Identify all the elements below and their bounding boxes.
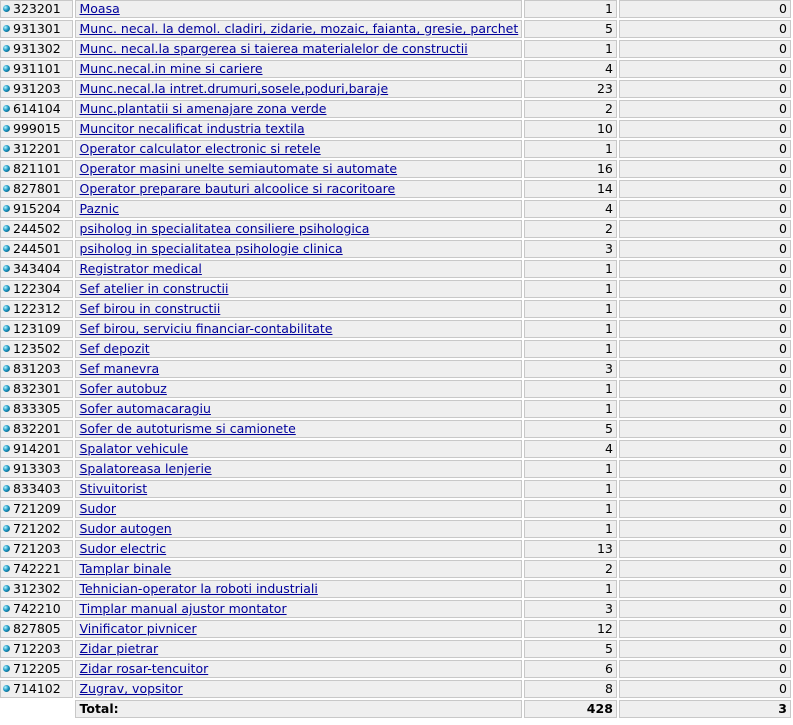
code-cell: [0, 620, 73, 638]
table-row: [0, 420, 791, 438]
job-link[interactable]: psiholog in specialitatea psihologie clinica: [79, 241, 343, 256]
bullet-icon: [3, 625, 10, 632]
job-code: 122304: [13, 281, 61, 296]
bullet-icon: [3, 645, 10, 652]
name-cell: [75, 160, 522, 178]
table-row: [0, 380, 791, 398]
bullet-icon: [3, 265, 10, 272]
table-row: [0, 40, 791, 58]
job-code: 931301: [13, 21, 61, 36]
bullet-icon: [3, 425, 10, 432]
job-code: 714102: [13, 681, 61, 696]
other-cell: 0: [619, 120, 791, 138]
bullet-icon: [3, 465, 10, 472]
code-cell: [0, 280, 73, 298]
job-link[interactable]: Spalator vehicule: [79, 441, 189, 456]
total-row: [0, 700, 791, 718]
job-code: 833403: [13, 481, 61, 496]
job-link[interactable]: Sef manevra: [79, 361, 160, 376]
job-code: 721203: [13, 541, 61, 556]
job-link[interactable]: Registrator medical: [79, 261, 202, 276]
code-cell: [0, 140, 73, 158]
job-code: 721209: [13, 501, 61, 516]
job-link[interactable]: Sudor electric: [79, 541, 167, 556]
count-cell: 2: [524, 100, 617, 118]
name-cell: [75, 640, 522, 658]
job-link[interactable]: Timplar manual ajustor montator: [79, 601, 287, 616]
count-cell: 3: [524, 600, 617, 618]
other-cell: 0: [619, 460, 791, 478]
other-cell: 0: [619, 440, 791, 458]
job-code: 931302: [13, 41, 61, 56]
count-cell: 1: [524, 520, 617, 538]
code-cell: [0, 340, 73, 358]
other-cell: 0: [619, 500, 791, 518]
bullet-icon: [3, 125, 10, 132]
job-link[interactable]: Operator calculator electronic si retele: [79, 141, 321, 156]
name-cell: [75, 620, 522, 638]
bullet-icon: [3, 245, 10, 252]
table-row: [0, 220, 791, 238]
code-cell: [0, 400, 73, 418]
name-cell: [75, 80, 522, 98]
job-code: 833305: [13, 401, 61, 416]
bullet-icon: [3, 25, 10, 32]
bullet-icon: [3, 665, 10, 672]
bullet-icon: [3, 5, 10, 12]
bullet-icon: [3, 525, 10, 532]
job-link[interactable]: Paznic: [79, 201, 119, 216]
job-code: 827805: [13, 621, 61, 636]
table-row: [0, 500, 791, 518]
job-code: 244501: [13, 241, 61, 256]
code-cell: [0, 40, 73, 58]
other-cell: 0: [619, 680, 791, 698]
table-row: [0, 340, 791, 358]
job-link[interactable]: Sudor autogen: [79, 521, 172, 536]
name-cell: [75, 280, 522, 298]
table-row: [0, 160, 791, 178]
table-row: [0, 480, 791, 498]
name-cell: [75, 40, 522, 58]
count-cell: 1: [524, 300, 617, 318]
code-cell: [0, 120, 73, 138]
table-row: [0, 80, 791, 98]
count-cell: 2: [524, 220, 617, 238]
count-cell: 5: [524, 20, 617, 38]
job-link[interactable]: Sef birou in constructii: [79, 301, 221, 316]
count-cell: 5: [524, 420, 617, 438]
name-cell: [75, 220, 522, 238]
name-cell: [75, 660, 522, 678]
count-cell: 3: [524, 240, 617, 258]
job-code: 123109: [13, 321, 61, 336]
bullet-icon: [3, 405, 10, 412]
job-link[interactable]: Tehnician-operator la roboti industriali: [79, 581, 318, 596]
count-cell: 1: [524, 260, 617, 278]
code-cell: [0, 360, 73, 378]
name-cell: [75, 460, 522, 478]
job-link[interactable]: Zidar pietrar: [79, 641, 159, 656]
other-cell: 0: [619, 580, 791, 598]
name-cell: [75, 360, 522, 378]
other-cell: 0: [619, 160, 791, 178]
code-cell: [0, 180, 73, 198]
other-cell: 0: [619, 640, 791, 658]
name-cell: [75, 560, 522, 578]
count-cell: 1: [524, 280, 617, 298]
count-cell: 1: [524, 480, 617, 498]
bullet-icon: [3, 225, 10, 232]
count-cell: 1: [524, 400, 617, 418]
name-cell: [75, 420, 522, 438]
count-cell: 1: [524, 380, 617, 398]
name-cell: [75, 440, 522, 458]
count-cell: 3: [524, 360, 617, 378]
table-row: [0, 140, 791, 158]
job-code: 712203: [13, 641, 61, 656]
bullet-icon: [3, 485, 10, 492]
name-cell: [75, 240, 522, 258]
name-cell: [75, 140, 522, 158]
job-link[interactable]: Munc.plantatii si amenajare zona verde: [79, 101, 327, 116]
count-cell: 1: [524, 320, 617, 338]
other-cell: 0: [619, 660, 791, 678]
job-link[interactable]: Operator preparare bauturi alcoolice si racoritoare: [79, 181, 396, 196]
table-row: [0, 540, 791, 558]
count-cell: 1: [524, 140, 617, 158]
name-cell: [75, 320, 522, 338]
bullet-icon: [3, 305, 10, 312]
code-cell: [0, 600, 73, 618]
table-row: [0, 460, 791, 478]
count-cell: 4: [524, 440, 617, 458]
name-cell: [75, 540, 522, 558]
other-cell: 0: [619, 200, 791, 218]
count-cell: 23: [524, 80, 617, 98]
job-code: 821101: [13, 161, 61, 176]
table-row: [0, 0, 791, 18]
job-code: 323201: [13, 1, 61, 16]
bullet-icon: [3, 605, 10, 612]
name-cell: [75, 20, 522, 38]
table-row: [0, 280, 791, 298]
name-cell: [75, 0, 522, 18]
job-link[interactable]: Zidar rosar-tencuitor: [79, 661, 209, 676]
job-code: 913303: [13, 461, 61, 476]
total-other: 3: [619, 700, 791, 718]
bullet-icon: [3, 685, 10, 692]
other-cell: 0: [619, 400, 791, 418]
job-link[interactable]: Sef atelier in constructii: [79, 281, 229, 296]
name-cell: [75, 380, 522, 398]
bullet-icon: [3, 165, 10, 172]
table-row: [0, 20, 791, 38]
job-link[interactable]: Sofer autobuz: [79, 381, 167, 396]
bullet-icon: [3, 505, 10, 512]
count-cell: 10: [524, 120, 617, 138]
count-cell: 13: [524, 540, 617, 558]
code-cell: [0, 580, 73, 598]
bullet-icon: [3, 385, 10, 392]
count-cell: 1: [524, 0, 617, 18]
count-cell: 2: [524, 560, 617, 578]
other-cell: 0: [619, 420, 791, 438]
job-code: 343404: [13, 261, 61, 276]
job-code: 614104: [13, 101, 61, 116]
job-code: 244502: [13, 221, 61, 236]
other-cell: 0: [619, 320, 791, 338]
code-cell: [0, 200, 73, 218]
job-link[interactable]: Spalatoreasa lenjerie: [79, 461, 212, 476]
code-cell: [0, 300, 73, 318]
count-cell: 12: [524, 620, 617, 638]
bullet-icon: [3, 105, 10, 112]
other-cell: 0: [619, 100, 791, 118]
code-cell: [0, 320, 73, 338]
other-cell: 0: [619, 240, 791, 258]
name-cell: [75, 500, 522, 518]
total-label: Total:: [75, 700, 522, 718]
job-code: 915204: [13, 201, 61, 216]
job-link[interactable]: Munc.necal.in mine si cariere: [79, 61, 263, 76]
job-code: 931203: [13, 81, 61, 96]
job-link[interactable]: Munc.necal.la intret.drumuri,sosele,poduri,baraje: [79, 81, 389, 96]
code-cell: [0, 380, 73, 398]
code-cell: [0, 80, 73, 98]
table-row: [0, 620, 791, 638]
job-code: 999015: [13, 121, 61, 136]
table-row: [0, 660, 791, 678]
name-cell: [75, 580, 522, 598]
table-row: [0, 560, 791, 578]
name-cell: [75, 100, 522, 118]
code-cell: [0, 480, 73, 498]
code-cell: [0, 500, 73, 518]
table-row: [0, 680, 791, 698]
other-cell: 0: [619, 180, 791, 198]
job-code: 123502: [13, 341, 61, 356]
total-blank-cell: [0, 700, 73, 718]
bullet-icon: [3, 285, 10, 292]
table-row: [0, 360, 791, 378]
code-cell: [0, 680, 73, 698]
table-row: [0, 60, 791, 78]
job-link[interactable]: Munc. necal. la demol. cladiri, zidarie, mozaic, faianta, gresie, parchet: [79, 21, 519, 36]
table-row: [0, 120, 791, 138]
code-cell: [0, 220, 73, 238]
name-cell: [75, 400, 522, 418]
other-cell: 0: [619, 380, 791, 398]
count-cell: 4: [524, 60, 617, 78]
code-cell: [0, 0, 73, 18]
name-cell: [75, 60, 522, 78]
other-cell: 0: [619, 220, 791, 238]
bullet-icon: [3, 65, 10, 72]
table-row: [0, 600, 791, 618]
bullet-icon: [3, 445, 10, 452]
count-cell: 8: [524, 680, 617, 698]
job-link[interactable]: Moasa: [79, 1, 120, 16]
bullet-icon: [3, 345, 10, 352]
job-code: 832301: [13, 381, 61, 396]
count-cell: 1: [524, 340, 617, 358]
other-cell: 0: [619, 20, 791, 38]
table-row: [0, 300, 791, 318]
table-row: [0, 580, 791, 598]
code-cell: [0, 420, 73, 438]
job-code: 122312: [13, 301, 61, 316]
name-cell: [75, 520, 522, 538]
job-link[interactable]: Tamplar binale: [79, 561, 172, 576]
other-cell: 0: [619, 360, 791, 378]
job-code: 742221: [13, 561, 61, 576]
other-cell: 0: [619, 560, 791, 578]
name-cell: [75, 480, 522, 498]
bullet-icon: [3, 545, 10, 552]
table-row: [0, 320, 791, 338]
job-link[interactable]: Muncitor necalificat industria textila: [79, 121, 305, 136]
job-link[interactable]: Sef depozit: [79, 341, 150, 356]
table-row: [0, 640, 791, 658]
job-link[interactable]: Sef birou, serviciu financiar-contabilitate: [79, 321, 333, 336]
name-cell: [75, 680, 522, 698]
code-cell: [0, 460, 73, 478]
code-cell: [0, 440, 73, 458]
job-link[interactable]: Munc. necal.la spargerea si taierea materialelor de constructii: [79, 41, 468, 56]
code-cell: [0, 240, 73, 258]
code-cell: [0, 160, 73, 178]
bullet-icon: [3, 365, 10, 372]
name-cell: [75, 260, 522, 278]
name-cell: [75, 120, 522, 138]
count-cell: 1: [524, 500, 617, 518]
other-cell: 0: [619, 80, 791, 98]
job-link[interactable]: Sudor: [79, 501, 117, 516]
name-cell: [75, 340, 522, 358]
name-cell: [75, 600, 522, 618]
table-row: [0, 240, 791, 258]
name-cell: [75, 180, 522, 198]
other-cell: 0: [619, 300, 791, 318]
code-cell: [0, 60, 73, 78]
count-cell: 1: [524, 580, 617, 598]
job-code: 831203: [13, 361, 61, 376]
count-cell: 6: [524, 660, 617, 678]
bullet-icon: [3, 205, 10, 212]
code-cell: [0, 660, 73, 678]
other-cell: 0: [619, 260, 791, 278]
other-cell: 0: [619, 40, 791, 58]
bullet-icon: [3, 325, 10, 332]
job-link[interactable]: Zugrav, vopsitor: [79, 681, 183, 696]
bullet-icon: [3, 185, 10, 192]
other-cell: 0: [619, 60, 791, 78]
other-cell: 0: [619, 140, 791, 158]
bullet-icon: [3, 85, 10, 92]
code-cell: [0, 520, 73, 538]
job-link[interactable]: Vinificator pivnicer: [79, 621, 197, 636]
job-link[interactable]: psiholog in specialitatea consiliere psihologica: [79, 221, 370, 236]
other-cell: 0: [619, 280, 791, 298]
job-link[interactable]: Sofer de autoturisme si camionete: [79, 421, 296, 436]
other-cell: 0: [619, 520, 791, 538]
name-cell: [75, 200, 522, 218]
other-cell: 0: [619, 620, 791, 638]
job-code: 914201: [13, 441, 61, 456]
job-code: 712205: [13, 661, 61, 676]
code-cell: [0, 260, 73, 278]
other-cell: 0: [619, 340, 791, 358]
count-cell: 5: [524, 640, 617, 658]
count-cell: 4: [524, 200, 617, 218]
bullet-icon: [3, 565, 10, 572]
job-link[interactable]: Sofer automacaragiu: [79, 401, 211, 416]
table-row: [0, 100, 791, 118]
job-code: 742210: [13, 601, 61, 616]
bullet-icon: [3, 45, 10, 52]
other-cell: 0: [619, 0, 791, 18]
job-code: 931101: [13, 61, 61, 76]
other-cell: 0: [619, 600, 791, 618]
bullet-icon: [3, 145, 10, 152]
code-cell: [0, 20, 73, 38]
job-code: 312302: [13, 581, 61, 596]
table-row: [0, 180, 791, 198]
job-code: 721202: [13, 521, 61, 536]
job-link[interactable]: Operator masini unelte semiautomate si automate: [79, 161, 398, 176]
job-link[interactable]: Stivuitorist: [79, 481, 148, 496]
job-code: 827801: [13, 181, 61, 196]
table-row: [0, 520, 791, 538]
table-row: [0, 440, 791, 458]
code-cell: [0, 540, 73, 558]
code-cell: [0, 560, 73, 578]
table-row: [0, 200, 791, 218]
count-cell: 1: [524, 40, 617, 58]
total-count: 428: [524, 700, 617, 718]
bullet-icon: [3, 585, 10, 592]
table-row: [0, 260, 791, 278]
name-cell: [75, 300, 522, 318]
count-cell: 1: [524, 460, 617, 478]
table-row: [0, 400, 791, 418]
other-cell: 0: [619, 540, 791, 558]
count-cell: 16: [524, 160, 617, 178]
code-cell: [0, 640, 73, 658]
job-code: 312201: [13, 141, 61, 156]
other-cell: 0: [619, 480, 791, 498]
code-cell: [0, 100, 73, 118]
job-code: 832201: [13, 421, 61, 436]
count-cell: 14: [524, 180, 617, 198]
